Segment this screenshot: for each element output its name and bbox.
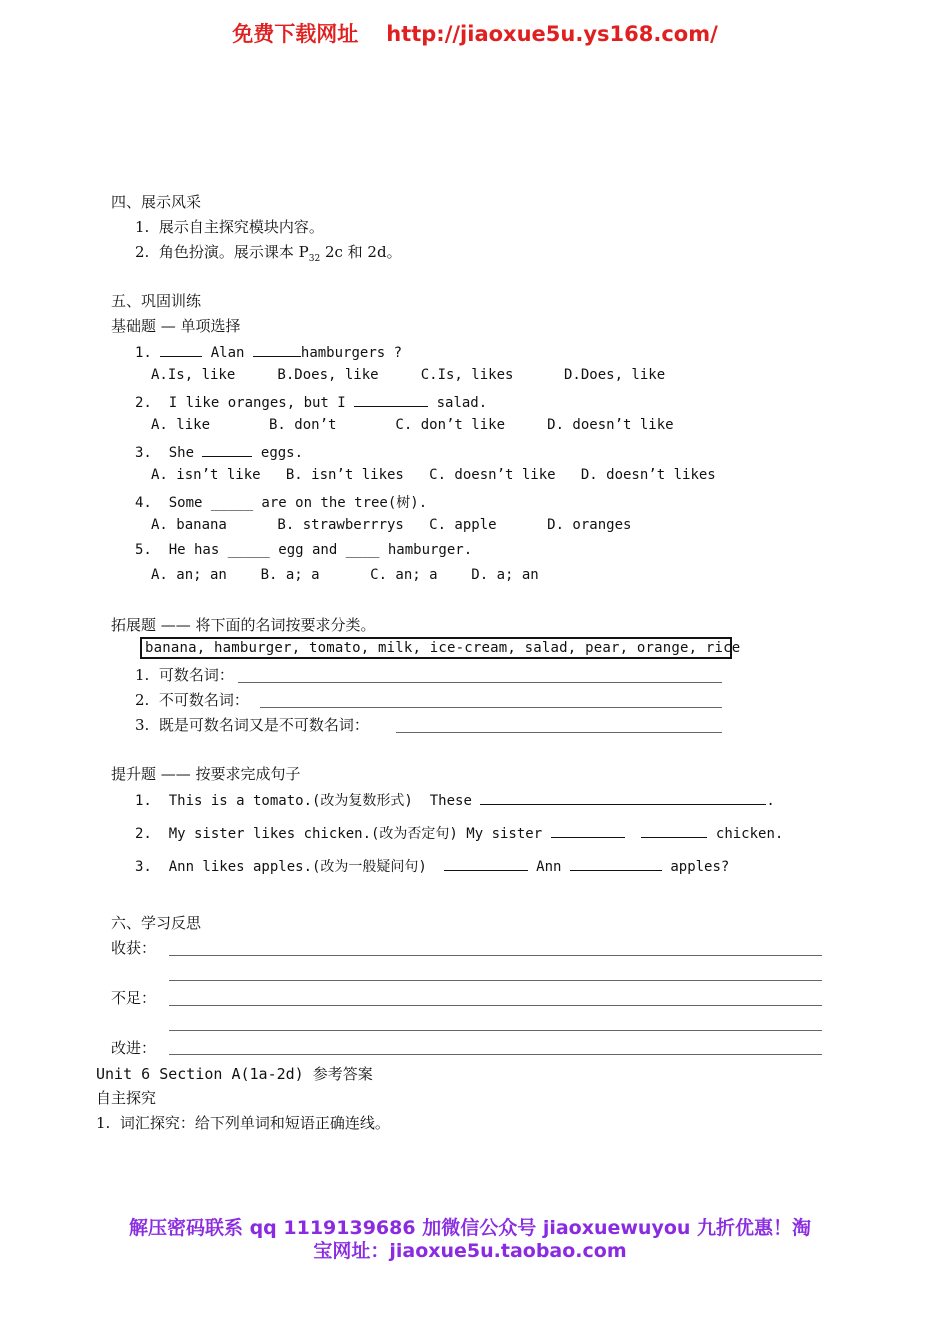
footer-line1: 解压密码联系 qq 1119139686 加微信公众号 jiaoxuewuyou 九折优惠！淘 <box>128 1217 812 1239</box>
answer-key-subtitle: 自主探究 <box>96 1089 157 1107</box>
answer-key-item1: 1. 词汇探究：给下列单词和短语正确连线。 <box>96 1114 390 1132</box>
reflection-line[interactable] <box>169 1030 822 1031</box>
advanced-title: 提升题 —— 按要求完成句子 <box>111 765 301 783</box>
question-5-options: A. an; an B. a; a C. an; a D. a; an <box>151 567 539 583</box>
section4-item2: 2. 角色扮演。展示课本 $P_{32}$ 2c 和 2d。 <box>135 243 402 264</box>
extension-item2: 2. 不可数名词： <box>135 691 249 709</box>
reflection-line[interactable] <box>169 955 822 956</box>
reflection-lack-label: 不足： <box>111 989 157 1007</box>
reflection-improve-label: 改进： <box>111 1039 157 1057</box>
extension-item1: 1. 可数名词： <box>135 666 234 684</box>
question-1-options: A.Is, like B.Does, like C.Is, likes D.Does, like <box>151 367 666 383</box>
section5-title: 五、巩固训练 <box>111 292 202 310</box>
answer-key-title: Unit 6 Section A(1a-2d) 参考答案 <box>96 1065 373 1083</box>
reflection-line[interactable] <box>169 1005 822 1006</box>
download-header <box>0 18 950 48</box>
footer-line2[interactable]: 宝网址：jiaoxue5u.taobao.com <box>313 1240 627 1262</box>
reflection-gain-label: 收获： <box>111 939 157 957</box>
question-2-options: A. like B. don’t C. don’t like D. doesn’t like <box>151 417 674 433</box>
word-bank-box: banana, hamburger, tomato, milk, ice-cream, salad, pear, orange, rice <box>140 637 732 659</box>
extension-item3: 3. 既是可数名词又是不可数名词： <box>135 716 369 734</box>
header-url[interactable]: http://jiaoxue5u.ys168.com/ <box>386 22 718 46</box>
advanced-q1: 1. This is a tomato.(改为复数形式) These . <box>135 790 775 810</box>
basic-title: 基础题 — 单项选择 <box>111 317 241 335</box>
reflection-line[interactable] <box>169 1054 822 1055</box>
question-4-options: A. banana B. strawberrrys C. apple D. oranges <box>151 517 632 533</box>
question-5: 5. He has _____ egg and ____ hamburger. <box>135 542 473 558</box>
advanced-q3: 3. Ann likes apples.(改为一般疑问句) Ann apples? <box>135 856 729 876</box>
answer-line[interactable] <box>260 707 722 708</box>
answer-line[interactable] <box>238 682 722 683</box>
question-1: 1. Alan hamburgers ? <box>135 342 402 361</box>
answer-line[interactable] <box>396 732 722 733</box>
advanced-q2: 2. My sister likes chicken.(改为否定句) My sister chicken. <box>135 823 783 843</box>
reflection-line[interactable] <box>169 980 822 981</box>
section4-item1: 1. 展示自主探究模块内容。 <box>135 218 324 236</box>
question-3-options: A. isn’t like B. isn’t likes C. doesn’t like D. doesn’t likes <box>151 467 716 483</box>
section6-title: 六、学习反思 <box>111 914 202 932</box>
contact-footer <box>100 1217 840 1263</box>
extension-title: 拓展题 —— 将下面的名词按要求分类。 <box>111 616 376 634</box>
section4-title: 四、展示风采 <box>111 193 202 211</box>
question-4: 4. Some _____ are on the tree(树). <box>135 495 428 511</box>
header-label: 免费下载网址 <box>232 22 359 46</box>
question-2: 2. I like oranges, but I salad. <box>135 392 487 411</box>
question-3: 3. She eggs. <box>135 442 303 461</box>
